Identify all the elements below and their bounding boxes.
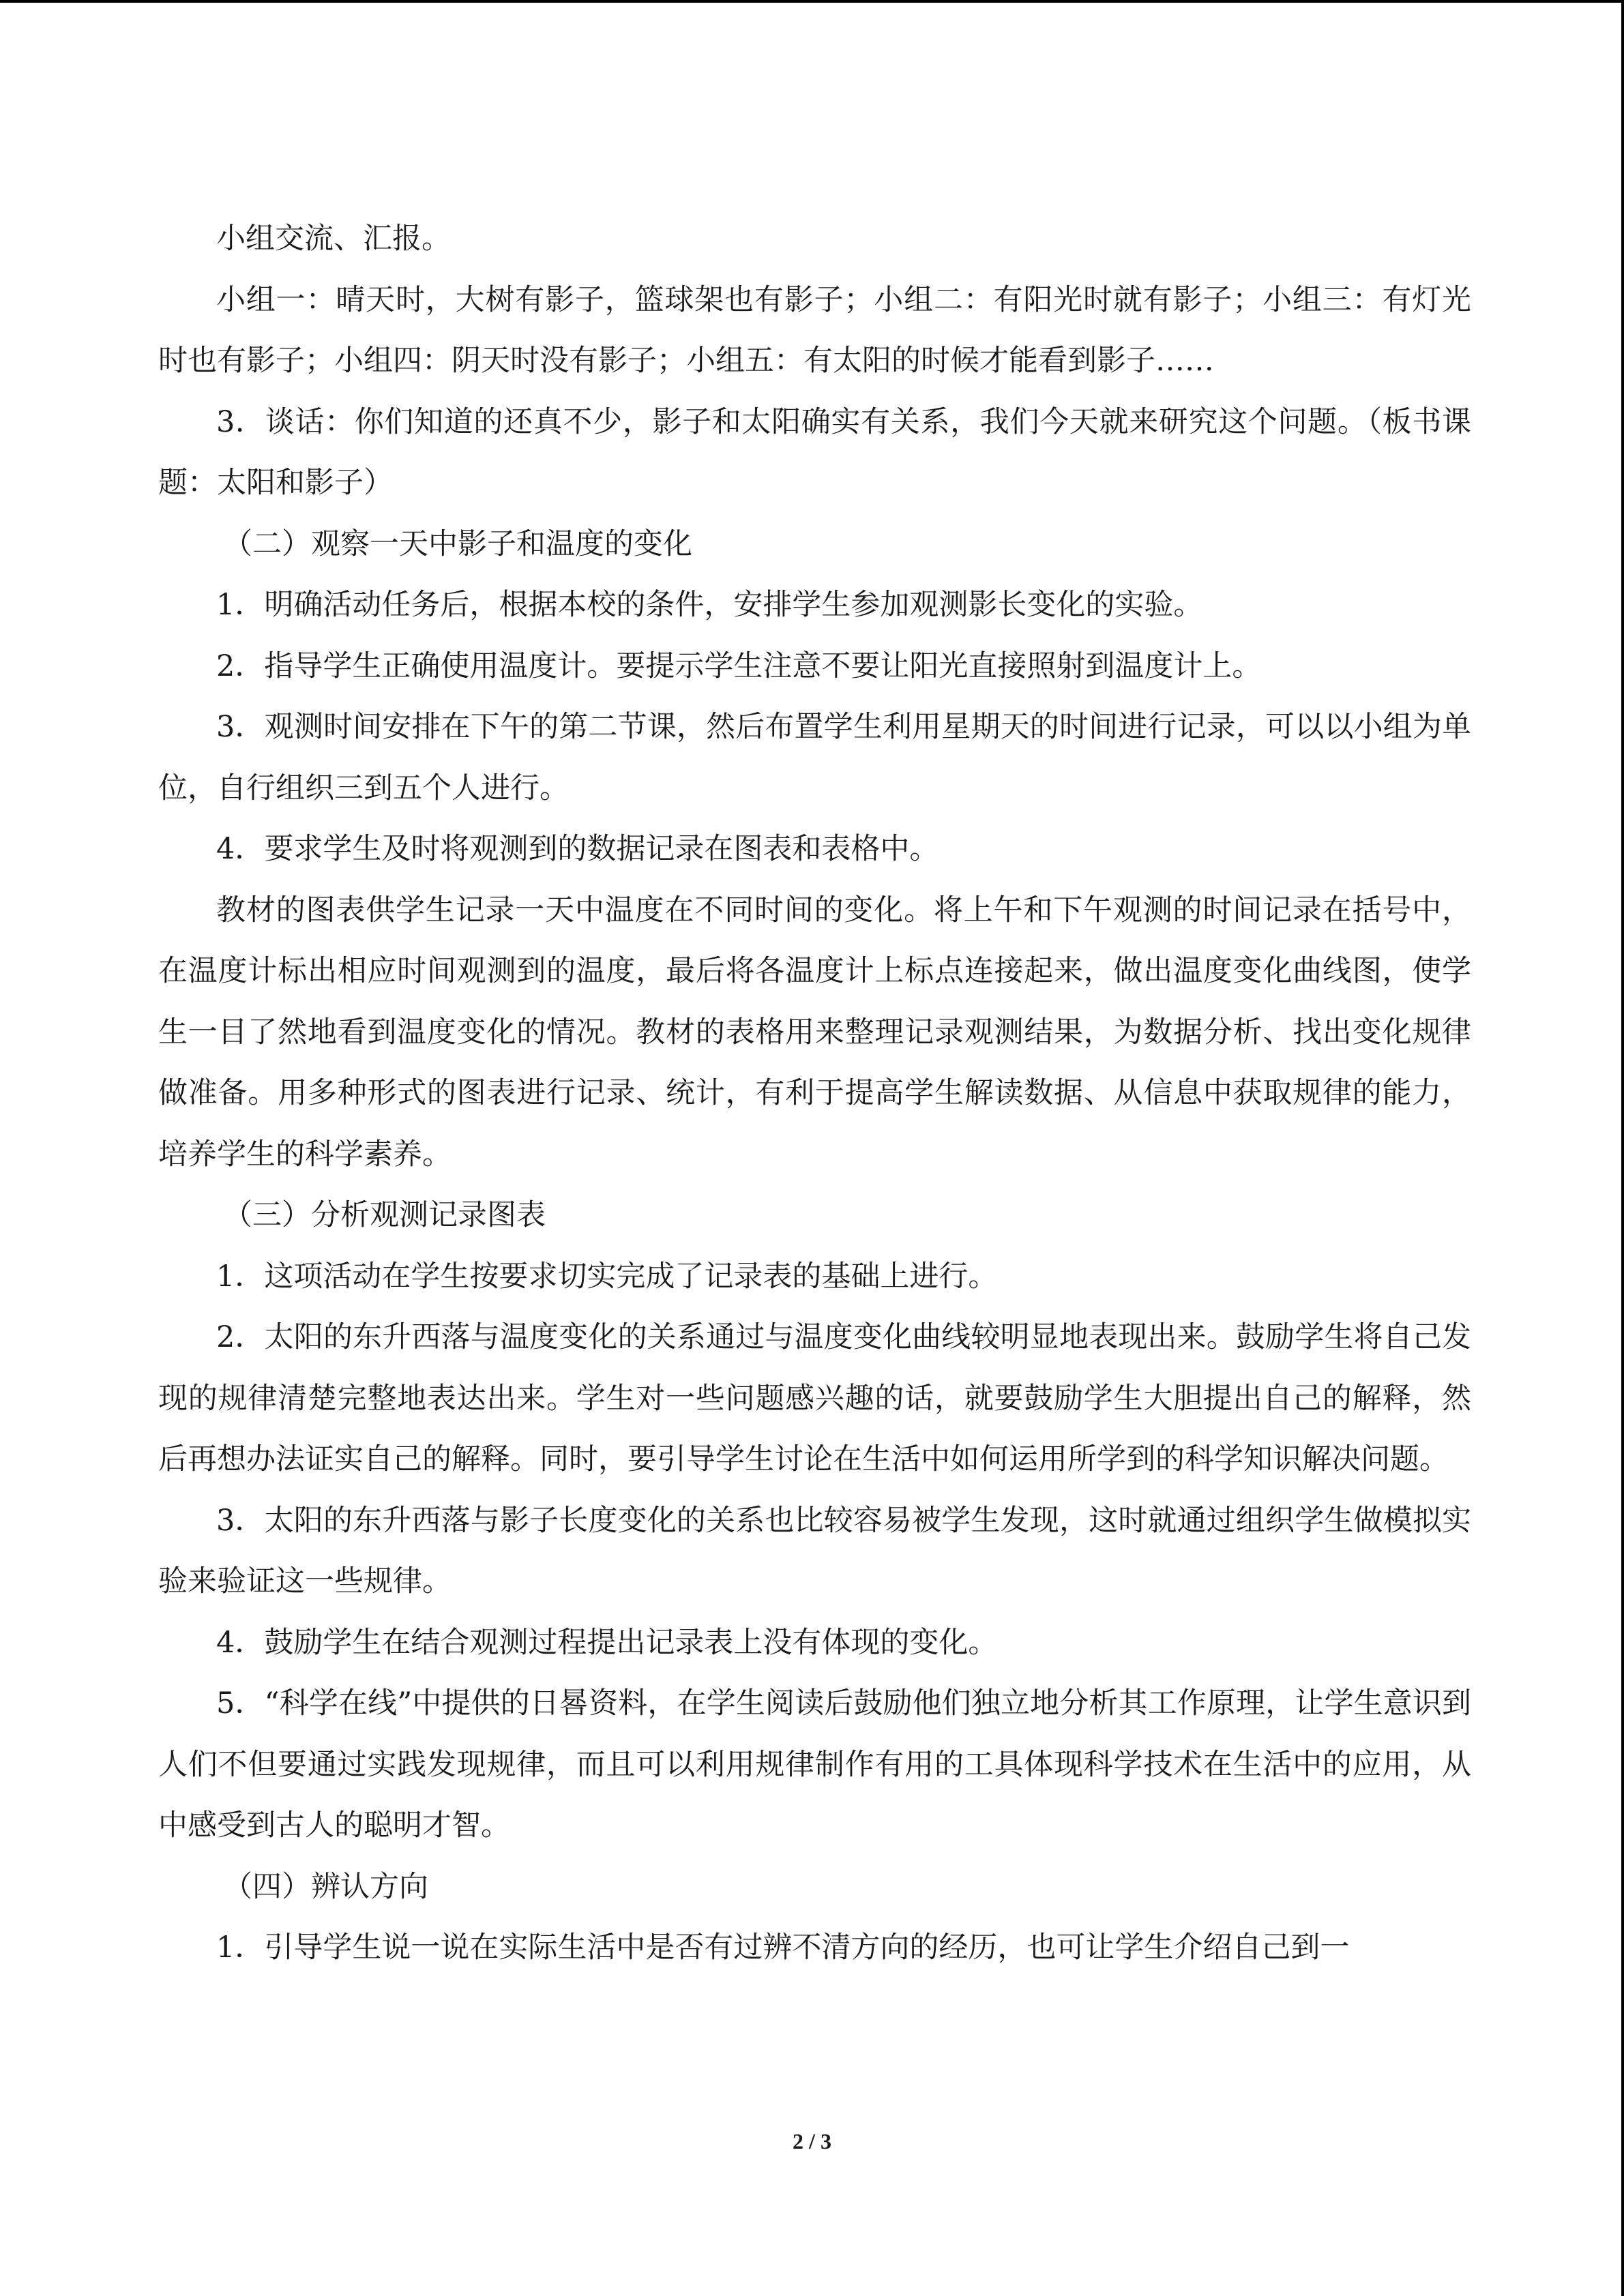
- paragraph: 3．观测时间安排在下午的第二节课，然后布置学生利用星期天的时间进行记录，可以以小组为单位，自行组织三到五个人进行。: [158, 710, 1471, 805]
- section-heading: （四）辨认方向: [223, 1869, 428, 1904]
- paragraph: 小组一：晴天时，大树有影子，篮球架也有影子；小组二：有阳光时就有影子；小组三：有灯光时也有影子；小组四：阴天时没有影子；小组五：有太阳的时候才能看到影子……: [158, 282, 1471, 378]
- paragraph: 4．要求学生及时将观测到的数据记录在图表和表格中。: [216, 832, 939, 866]
- document-body: [158, 209, 1471, 1979]
- paragraph: 4．鼓励学生在结合观测过程提出记录表上没有体现的变化。: [216, 1625, 998, 1660]
- paragraph: 2．指导学生正确使用温度计。要提示学生注意不要让阳光直接照射到温度计上。: [216, 648, 1262, 683]
- paragraph: 1．明确活动任务后，根据本校的条件，安排学生参加观测影长变化的实验。: [216, 588, 1203, 622]
- paragraph: 教材的图表供学生记录一天中温度在不同时间的变化。将上午和下午观测的时间记录在括号中，在温度计标出相应时间观测到的温度，最后将各温度计上标点连接起来，做出温度变化曲线图，使学生一目了然地看到温度变化的情况。教材的表格用来整理记录观测结果，为数据分析、找出变化规律做准备。用多种形式的图表进行记录、统计，有利于提高学生解读数据、从信息中获取规律的能力，培养学生的科学素养。: [158, 893, 1471, 1172]
- section-heading: （三）分析观测记录图表: [223, 1198, 546, 1232]
- paragraph: 2．太阳的东升西落与温度变化的关系通过与温度变化曲线较明显地表现出来。鼓励学生将自己发现的规律清楚完整地表达出来。学生对一些问题感兴趣的话，就要鼓励学生大胆提出自己的解释，然后再想办法证实自己的解释。同时，要引导学生讨论在生活中如何运用所学到的科学知识解决问题。: [158, 1320, 1471, 1476]
- paragraph: 3．谈话：你们知道的还真不少，影子和太阳确实有关系，我们今天就来研究这个问题。（板书课题：太阳和影子）: [158, 404, 1471, 500]
- paragraph: 5．“科学在线”中提供的日晷资料，在学生阅读后鼓励他们独立地分析其工作原理，让学生意识到人们不但要通过实践发现规律，而且可以利用规律制作有用的工具体现科学技术在生活中的应用，从中感受到古人的聪明才智。: [158, 1686, 1471, 1843]
- section-heading: （二）观察一天中影子和温度的变化: [223, 526, 692, 561]
- paragraph: 1．引导学生说一说在实际生活中是否有过辨不清方向的经历，也可让学生介绍自己到一: [216, 1930, 1350, 1965]
- paragraph: 1．这项活动在学生按要求切实完成了记录表的基础上进行。: [216, 1259, 998, 1294]
- page-top-border: [0, 0, 1624, 3]
- paragraph: 3．太阳的东升西落与影子长度变化的关系也比较容易被学生发现，这时就通过组织学生做模拟实验来验证这一些规律。: [158, 1503, 1471, 1598]
- paragraph: 小组交流、汇报。: [216, 222, 451, 256]
- page-number: 2 / 3: [793, 2129, 831, 2153]
- page-right-border: [1621, 0, 1624, 2296]
